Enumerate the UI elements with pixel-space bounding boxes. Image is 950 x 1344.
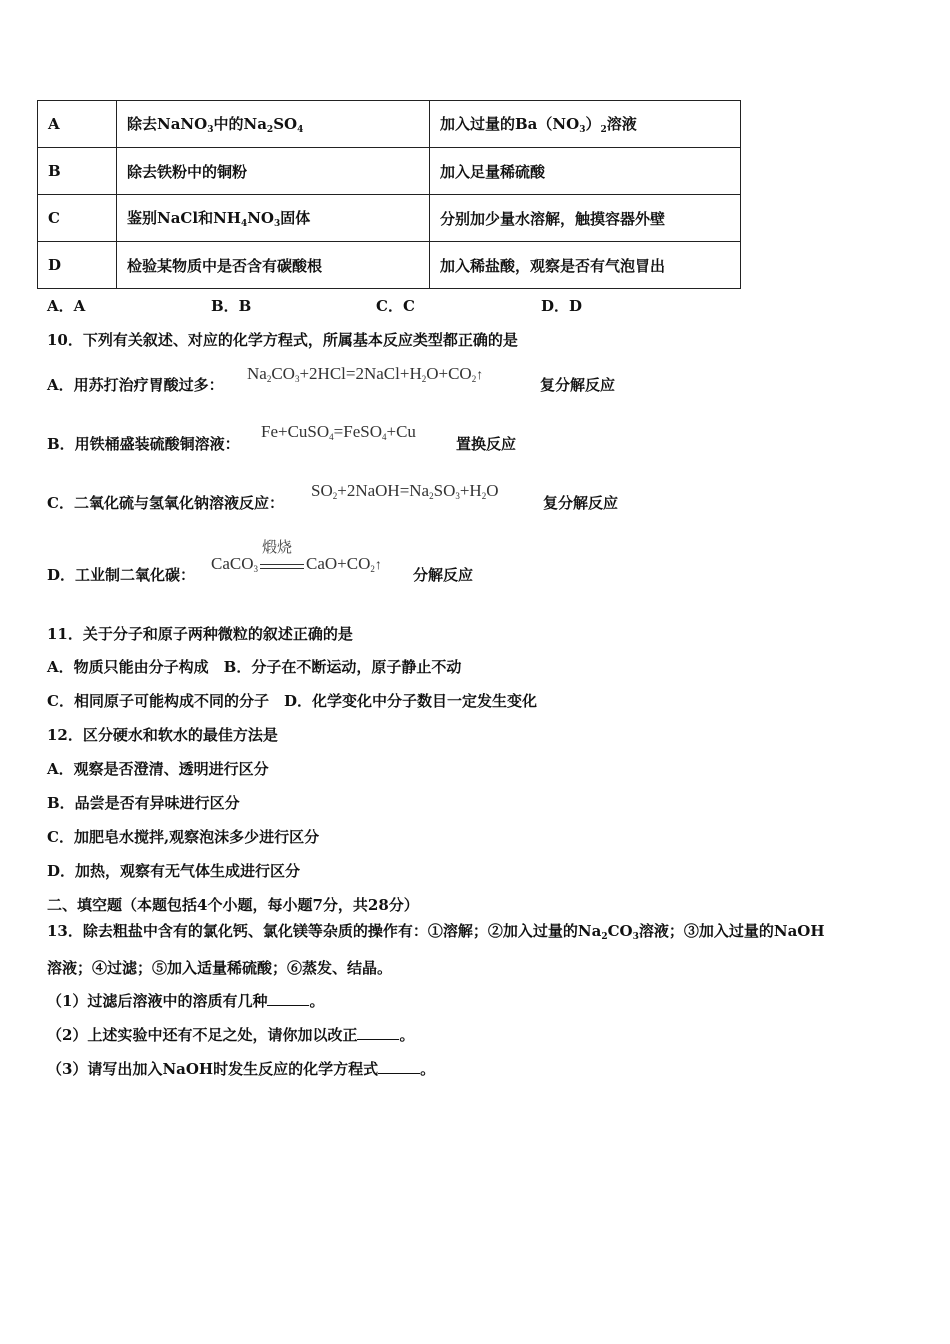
q10-option-a-type: 复分解反应 <box>540 376 616 394</box>
row-label: A <box>38 101 117 148</box>
q10-option-d-type: 分解反应 <box>413 566 474 584</box>
row-method: 加入稀盐酸，观察是否有气泡冒出 <box>430 242 741 289</box>
q13-sub-question-3: （3）请写出加入NaOH时发生反应的化学方程式 。 <box>47 1060 436 1078</box>
q12-option-b[interactable]: B．品尝是否有异味进行区分 <box>47 794 240 812</box>
row-label: B <box>38 148 117 195</box>
answer-option-a[interactable]: A．A <box>47 297 86 315</box>
q10-option-d-equation: CaCO$_3$ 煅烧 $CaO+CO_2↑$ <box>211 537 382 574</box>
q11-stem: 11．关于分子和原子两种微粒的叙述正确的是 <box>47 625 353 643</box>
q12-stem: 12．区分硬水和软水的最佳方法是 <box>47 726 278 744</box>
table-row <box>38 242 741 289</box>
answer-blank[interactable] <box>378 1061 420 1074</box>
q10-option-b-type: 置换反应 <box>456 435 517 453</box>
row-method: 分别加少量水溶解，触摸容器外壁 <box>430 195 741 242</box>
row-purpose: 除去铁粉中的铜粉 <box>117 148 430 195</box>
q10-option-c-type: 复分解反应 <box>543 494 619 512</box>
row-label: C <box>38 195 117 242</box>
q12-option-c[interactable]: C．加肥皂水搅拌,观察泡沫多少进行区分 <box>47 828 320 846</box>
answer-option-d[interactable]: D．D <box>541 297 583 315</box>
q10-option-a-equation: $Na_2CO_3+2HCl=2NaCl+H_2O+CO_2↑$ <box>247 364 484 384</box>
answer-option-b[interactable]: B．B <box>211 297 252 315</box>
q10-option-c-equation: $SO_2+2NaOH=Na_2SO_3+H_2O$ <box>311 481 499 501</box>
q10-option-b-label[interactable]: B．用铁桶盛装硫酸铜溶液： <box>47 435 240 453</box>
q10-option-c-label[interactable]: C．二氧化硫与氢氧化钠溶液反应： <box>47 494 284 512</box>
q11-options-line2[interactable]: C．相同原子可能构成不同的分子 D．化学变化中分子数目一定发生变化 <box>47 692 537 710</box>
row-purpose: 鉴别NaCl和$NH_4NO_3$固体 <box>117 195 430 242</box>
table-row <box>38 195 741 242</box>
q12-option-d[interactable]: D．加热，观察有无气体生成进行区分 <box>47 862 301 880</box>
answer-option-c[interactable]: C．C <box>376 297 415 315</box>
row-label: D <box>38 242 117 289</box>
q10-stem: 10．下列有关叙述、对应的化学方程式，所属基本反应类型都正确的是 <box>47 331 518 349</box>
q13-stem-line2: 溶液；④过滤；⑤加入适量稀硫酸；⑥蒸发、结晶。 <box>47 959 393 977</box>
answer-blank[interactable] <box>267 993 309 1006</box>
q10-option-b-equation: Fe+CuSO$_4$=FeSO$_4$+Cu <box>261 422 416 442</box>
table-row <box>38 101 741 148</box>
q10-option-a-label[interactable]: A．用苏打治疗胃酸过多： <box>47 376 224 394</box>
q12-option-a[interactable]: A．观察是否澄清、透明进行区分 <box>47 760 269 778</box>
table-row <box>38 148 741 195</box>
row-method: 加入过量的$Ba(NO_3)_2$溶液 <box>430 101 741 148</box>
options-table <box>37 100 741 289</box>
answer-blank[interactable] <box>357 1027 399 1040</box>
section-heading: 二、填空题（本题包括4个小题，每小题7分，共28分） <box>47 896 419 914</box>
row-purpose: 检验某物质中是否含有碳酸根 <box>117 242 430 289</box>
q13-sub-question-2: （2）上述实验中还有不足之处，请你加以改正 。 <box>47 1026 415 1044</box>
row-purpose: 除去NaNO$_3$中的$Na_2SO_4$ <box>117 101 430 148</box>
row-method: 加入足量稀硫酸 <box>430 148 741 195</box>
reaction-condition: 煅烧 <box>260 562 304 569</box>
q11-options-line1[interactable]: A．物质只能由分子构成 B．分子在不断运动，原子静止不动 <box>47 658 462 676</box>
q13-stem: 13．除去粗盐中含有的氯化钙、氯化镁等杂质的操作有：①溶解；②加入过量的$Na_2CO_3$溶液；③加入过量的NaOH <box>47 922 825 942</box>
q10-option-d-label[interactable]: D．工业制二氧化碳： <box>47 566 196 584</box>
q13-sub-question-1: （1）过滤后溶液中的溶质有几种 。 <box>47 992 325 1010</box>
